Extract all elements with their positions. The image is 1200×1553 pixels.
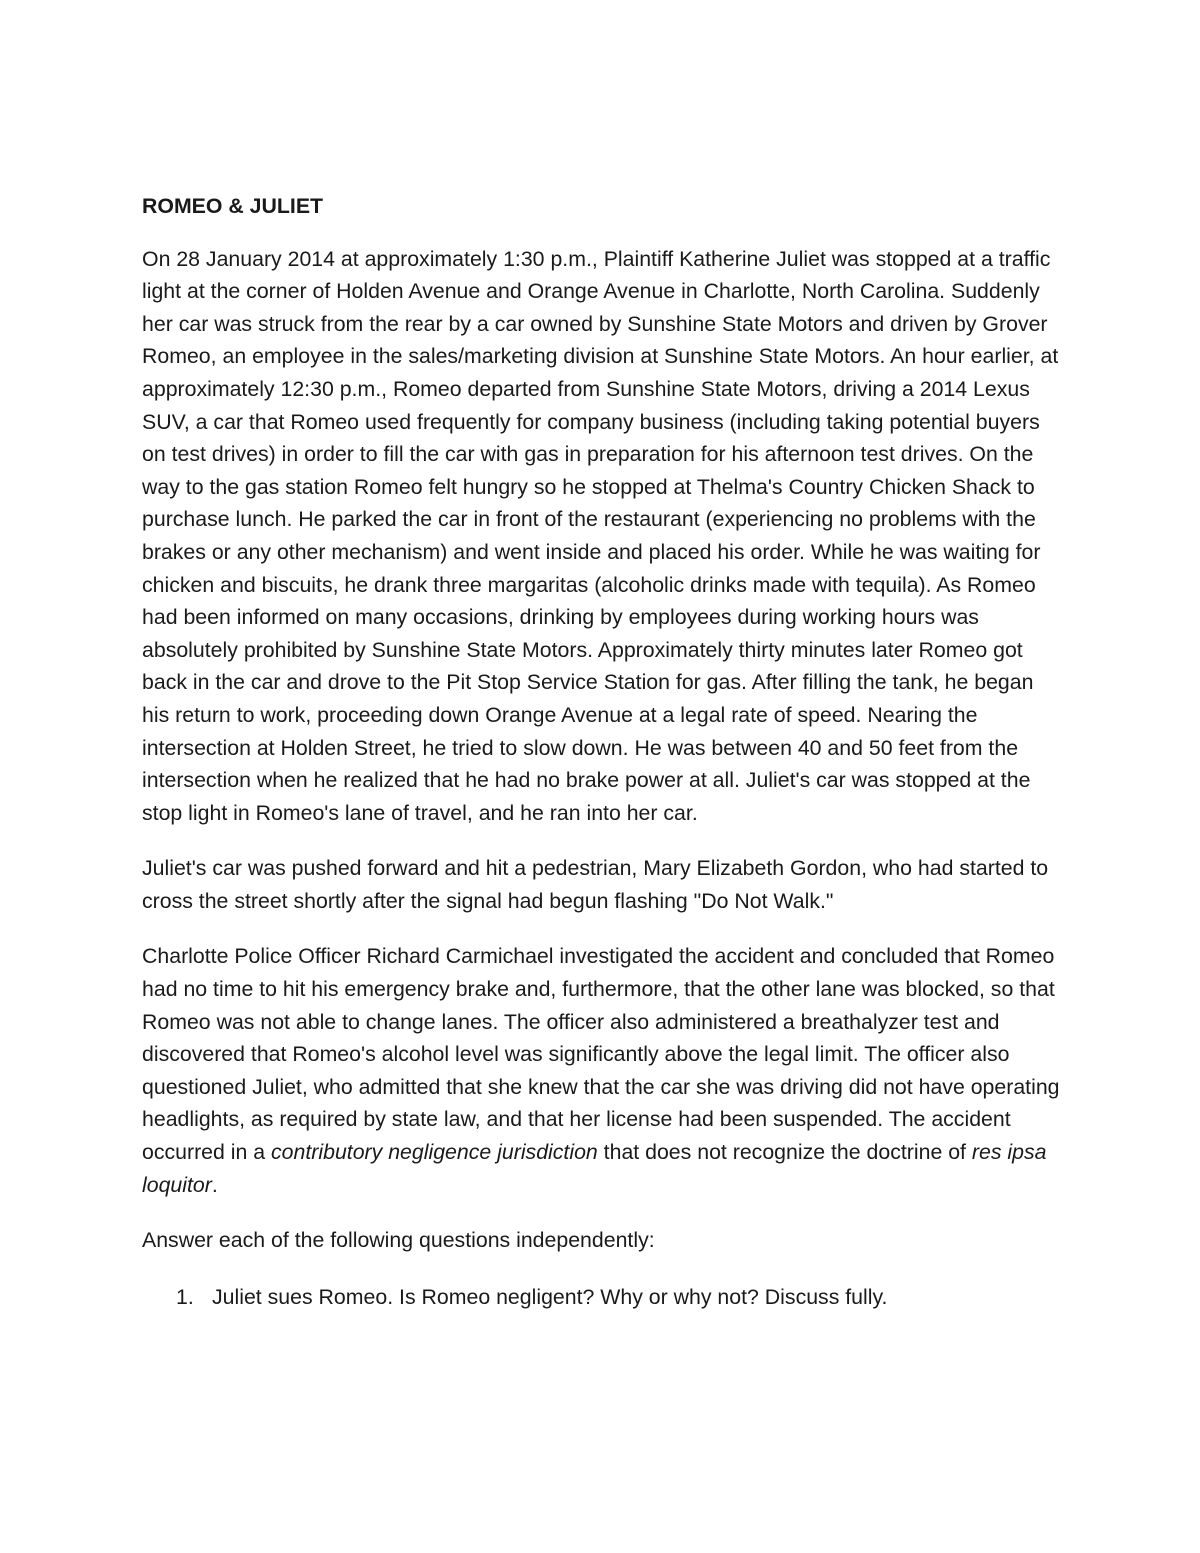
document-title: ROMEO & JULIET xyxy=(142,194,324,218)
paragraph-facts: On 28 January 2014 at approximately 1:30 p.m., Plaintiff Katherine Juliet was stopped at a traffic light at the corner of Holden Avenue and Orange Avenue in Charlotte, North Carolina. Suddenly her car was struck from the rear by a car owned by Sunshine State Motors and driven by Grover Romeo, an employee in the sales/marketing division at Sunshine State Motors. An hour earlier, at approximately 12:30 p.m., Romeo departed from Sunshine State Motors, driving a 2014 Lexus SUV, a car that Romeo used frequently for company business (including taking potential buyers on test drives) in order to fill the car with gas in preparation for his afternoon test drives. On the way to the gas station Romeo felt hungry so he stopped at Thelma's Country Chicken Shack to purchase lunch. He parked the car in front of the restaurant (experiencing no problems with the brakes or any other mechanism) and went inside and placed his order. While he was waiting for chicken and biscuits, he drank three margaritas (alcoholic drinks made with tequila). As Romeo had been informed on many occasions, drinking by employees during working hours was absolutely prohibited by Sunshine State Motors. Approximately thirty minutes later Romeo got back in the car and drove to the Pit Stop Service Station for gas. After filling the tank, he began his return to work, proceeding down Orange Avenue at a legal rate of speed. Nearing the intersection at Holden Street, he tried to slow down. He was between 40 and 50 feet from the intersection when he realized that he had no brake power at all. Juliet's car was stopped at the stop light in Romeo's lane of travel, and he ran into her car. xyxy=(142,246,1059,825)
question-item xyxy=(142,1281,1062,1314)
question-number: 1. xyxy=(176,1284,194,1309)
paragraph-investigation-text-a: Charlotte Police Officer Richard Carmichael investigated the accident and concluded that Romeo had no time to hit his emergency brake and, furthermore, that the other lane was blocked, so that Romeo was not able to change lanes. The officer also administered a breathalyzer test and discovered that Romeo's alcohol level was significantly above the legal limit. The officer also questioned Juliet, who admitted that she knew that the car she was driving did not have operating headlights, as required by state law, and that her license had been suspended. The accident occurred in a xyxy=(142,944,1060,1165)
document-page xyxy=(142,190,1062,1313)
italic-term-res-ipsa: res ipsa loquitor xyxy=(142,1140,1047,1197)
paragraph-instructions: Answer each of the following questions independently: xyxy=(142,1228,655,1253)
question-text: Juliet sues Romeo. Is Romeo negligent? Why or why not? Discuss fully. xyxy=(212,1284,888,1309)
paragraph-pedestrian: Juliet's car was pushed forward and hit a pedestrian, Mary Elizabeth Gordon, who had started to cross the street shortly after the signal had begun flashing "Do Not Walk." xyxy=(142,856,1049,913)
paragraph-investigation-text-b: that does not recognize the doctrine of xyxy=(597,1140,972,1165)
paragraph-investigation xyxy=(142,940,1062,1201)
question-list xyxy=(142,1281,1062,1314)
italic-term-contributory-negligence: contributory negligence jurisdiction xyxy=(271,1140,598,1165)
paragraph-investigation-text-c: . xyxy=(211,1172,218,1197)
